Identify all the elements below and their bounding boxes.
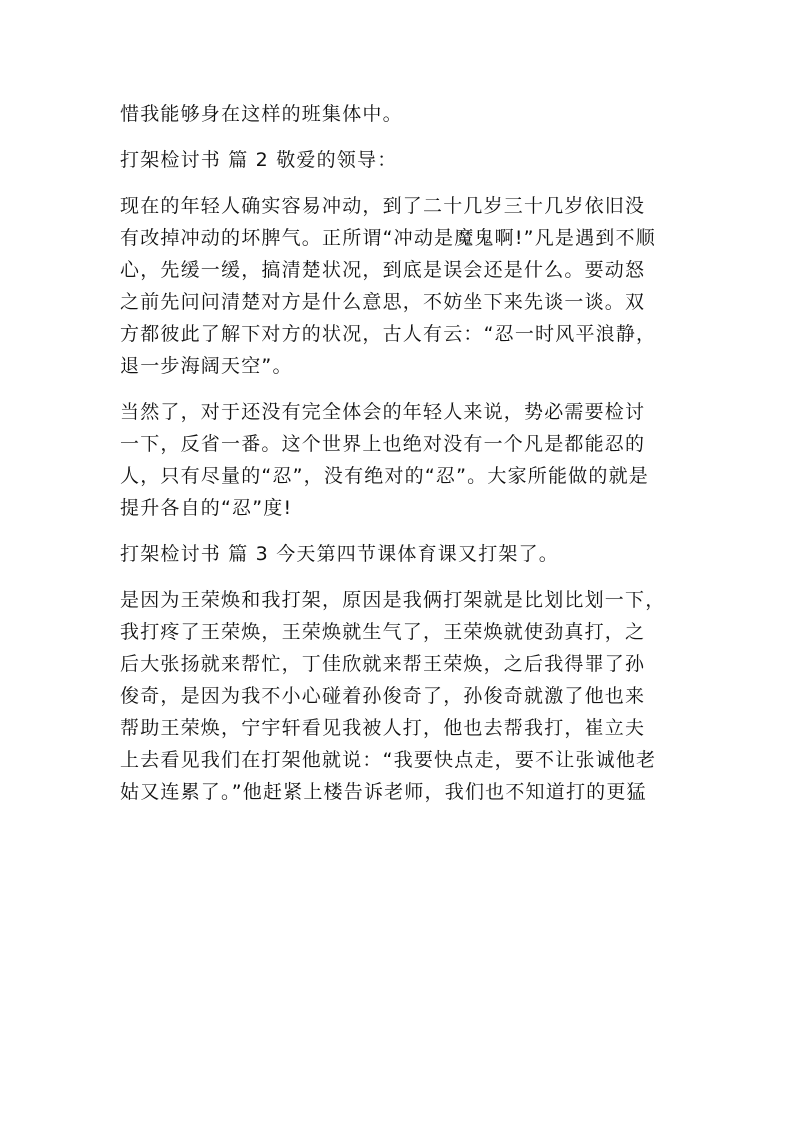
text-line: 姑又连累了。”他赶紧上楼告诉老师，我们也不知道打的更猛 (120, 781, 647, 803)
text-line: 一下，反省一番。这个世界上也绝对没有一个凡是都能忍的 (120, 433, 646, 455)
text-line: 退一步海阔天空”。 (120, 355, 293, 377)
text-line: 现在的年轻人确实容易冲动，到了二十几岁三十几岁依旧没 (120, 195, 646, 217)
paragraph-1 (120, 98, 680, 130)
text-line: 当然了，对于还没有完全体会的年轻人来说，势必需要检讨 (120, 401, 646, 423)
text-line: 有改掉冲动的坏脾气。正所谓“冲动是魔鬼啊!”凡是遇到不顺 (120, 227, 656, 249)
text-line: 提升各自的“忍”度! (120, 497, 293, 519)
text-line: 俊奇，是因为我不小心碰着孙俊奇了，孙俊奇就激了他也来 (120, 685, 646, 707)
text-line: 心，先缓一缓，搞清楚状况，到底是误会还是什么。要动怒 (120, 259, 646, 281)
section-heading-2 (120, 144, 680, 176)
text-line: 人，只有尽量的“忍”，没有绝对的“忍”。大家所能做的就是 (120, 465, 649, 487)
section-heading-3 (120, 538, 680, 570)
paragraph-6 (120, 584, 680, 808)
text-line: 后大张扬就来帮忙，丁佳欣就来帮王荣焕，之后我得罪了孙 (120, 653, 646, 675)
heading-line: 打架检讨书 篇 3 今天第四节课体育课又打架了。 (120, 543, 560, 565)
text-line: 方都彼此了解下对方的状况，古人有云：“忍一时风平浪静， (120, 323, 657, 345)
text-line: 帮助王荣焕，宁宇轩看见我被人打，他也去帮我打，崔立夫 (120, 717, 646, 739)
heading-line: 打架检讨书 篇 2 敬爱的领导： (120, 149, 398, 171)
paragraph-3 (120, 190, 680, 382)
text-line: 惜我能够身在这样的班集体中。 (120, 103, 403, 125)
paragraph-4 (120, 396, 680, 524)
text-line: 是因为王荣焕和我打架，原因是我俩打架就是比划比划一下， (120, 589, 666, 611)
text-line: 上去看见我们在打架他就说：“我要快点走，要不让张诚他老 (120, 749, 657, 771)
text-line: 之前先问问清楚对方是什么意思，不妨坐下来先谈一谈。双 (120, 291, 646, 313)
document-body (120, 98, 680, 822)
text-line: 我打疼了王荣焕，王荣焕就生气了，王荣焕就使劲真打，之 (120, 621, 646, 643)
